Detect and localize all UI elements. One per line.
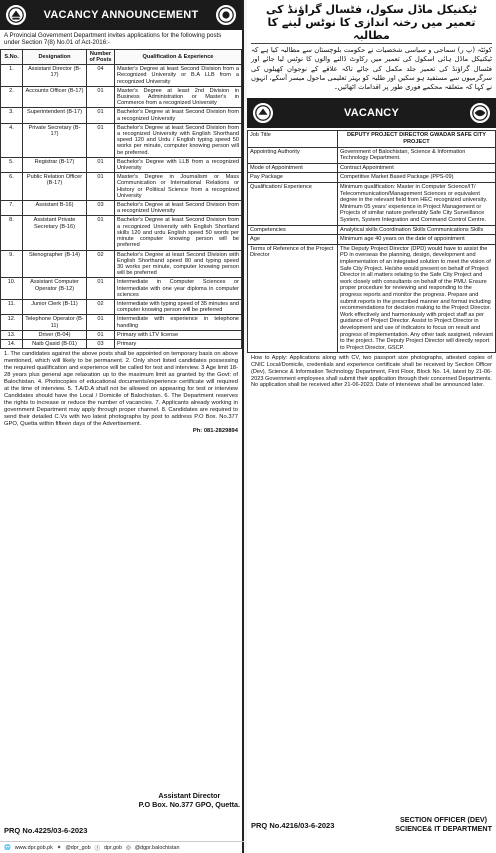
urdu-headline: ٹیکنیکل ماڈل سکول، فٹسال گراؤنڈ کی تعمیر میں رخنہ اندازی کا نوٹس لینے کا مطالبہ: [251, 2, 492, 44]
row-posts: 03: [87, 339, 115, 348]
row-qualification: Bachelor's Degree at least Second Division from a recognized University with English Shortland skills 120 and urdu English speed 50 words per minute computer knowing person will be preferred: [115, 216, 242, 250]
row-designation: Registrar (B-17): [23, 157, 87, 172]
urdu-news-article: [247, 0, 496, 94]
col-qualification: Qualification & Experience: [115, 49, 242, 64]
row-posts: 01: [87, 315, 115, 330]
row-sno: 11.: [1, 299, 23, 314]
row-designation: Assistant Director (B-17): [23, 65, 87, 87]
row-qualification: Bachelor's Degree at least Second Division with English Shorthand speed 80 and typing speed 30 works per minute, computer knowing person will be preferred: [115, 250, 242, 278]
left-footer: [0, 791, 244, 853]
table-row: [1, 250, 242, 278]
balochistan-emblem-icon: [4, 3, 28, 27]
detail-label: Pay Package: [248, 173, 338, 183]
table-row: [1, 299, 242, 314]
detail-value: The Deputy Project Director (DPD) would have to assist the PD in overseas the planning, design, development and implementation of an integrated solution to meet the vision of Safe City Project. He/she would present on behalf of Project Director in all matters relating to the Safe City Project and work closely with consultants on behalf of the PMU. Ensure proper procedure for reviewing and responding to the progress reports and monitor the progress. Prepare and submit reports in the prescribed manner and format including recommendations for decision making to the Project Director. Work effectively and harmoniously with project staff as per guidance of Project Director. Assist to Project Director in development and use of indicators to focus on result and progress of implementation. Any other task assigned, relevant to the project. The Deputy Project Director will directly report to Project Director, GSCP.: [338, 244, 496, 353]
social-instagram: @dgpr.balochistan: [134, 844, 180, 851]
row-qualification: Primary with LTV license: [115, 330, 242, 339]
vacancy-announcement-column: [0, 0, 244, 853]
detail-value: Competitive Market Based Package (PPS-09): [338, 173, 496, 183]
row-qualification: Bachelor's Degree at least Second Division from a recognized University: [115, 108, 242, 123]
table-row: [1, 201, 242, 216]
row-posts: 01: [87, 123, 115, 157]
row-qualification: Intermediate in Computer Sciences or Intermediate with one year diploma in computer sciences: [115, 278, 242, 300]
row-sno: 6.: [1, 173, 23, 201]
facebook-icon: ⓕ: [94, 845, 100, 852]
row-posts: 01: [87, 216, 115, 250]
table-row: [1, 86, 242, 108]
signature-title: Assistant Director: [158, 791, 221, 800]
table-row: [1, 65, 242, 87]
right-signature-title: SECTION OFFICER (DEV): [400, 815, 488, 824]
right-footer: [247, 813, 496, 853]
table-row: [1, 173, 242, 201]
detail-row: [248, 163, 496, 173]
row-designation: Naib Qasid (B-01): [23, 339, 87, 348]
detail-row: [248, 147, 496, 163]
table-row: [1, 123, 242, 157]
detail-value: Contract Appointment: [338, 163, 496, 173]
row-qualification: Bachelor's Degree with LLB from a recognized University: [115, 157, 242, 172]
row-qualification: Master's Degree in Journalism or Mass Communication or International Relations or History or Political Science from a recognized University: [115, 173, 242, 201]
row-sno: 2.: [1, 86, 23, 108]
contact-phone: Ph: 081-2829894: [192, 428, 238, 435]
vacancy-title: VACANCY: [344, 107, 399, 120]
row-qualification: Master's Degree at least 2nd Division in Business Administration or Master's in Commerce from a recognized University: [115, 86, 242, 108]
row-posts: 03: [87, 201, 115, 216]
table-row: [1, 278, 242, 300]
right-prq-number: PRQ No.4216/03-6-2023: [251, 821, 335, 830]
row-designation: Stenographer (B-14): [23, 250, 87, 278]
row-qualification: Bachelor's Degree at least Second Division from a recognized University with English Shorthand speed 120 and Urdu / English typing speed 50 works per minute, computer knowing person will be preferred.: [115, 123, 242, 157]
detail-value: DEPUTY PROJECT DIRECTOR GWADAR SAFE CITY PROJECT: [338, 131, 496, 147]
social-website: www.dpr.gob.pk: [14, 844, 53, 851]
row-designation: Junior Clerk (B-11): [23, 299, 87, 314]
announcement-intro: A Provincial Government Department invites applications for the following posts under Section 7(8) No.01 of Act-2016:-: [4, 32, 222, 47]
detail-value: Analytical skills Coordination Skills Communications Skills: [338, 225, 496, 235]
detail-label: Job Title: [248, 131, 338, 147]
detail-label: Terms of Reference of the Project Director: [248, 244, 338, 353]
row-designation: Assistant Computer Operator (B-12): [23, 278, 87, 300]
row-sno: 3.: [1, 108, 23, 123]
signature-address: P.O Box. No.377 GPO, Quetta.: [138, 800, 240, 809]
row-sno: 9.: [1, 250, 23, 278]
detail-label: Mode of Appointment: [248, 163, 338, 173]
right-column: [247, 0, 496, 853]
row-posts: 01: [87, 86, 115, 108]
detail-row: [248, 244, 496, 353]
notes-text: 1. The candidates against the above posts shall be appointed on temporary basis on above mentioned, which will likely to be permanent. 2. Only short listed candidates possessing the required qualification and experience will be called for test and interview. 3 Age limit 18-28 years plus general age relaxation up to the maximum limit as granted by the Govt: of Balochistan. 4. Photocopies of educational documents/experience certificate will required at the time of interview. 5. T.A/D.A shall not be allowed on appearing for test or interview Candidates should have the Local / Domicile of Balochistan. 6. The Department reserves the rights to increase or reduce the number of vacancies. 7. Applicants already working in government Department may apply through proper channel. 8. Candidates are required to send their detailed C.Vs with two latest photographs by post to address P.O Box. No.377 GPO, Quetta within fifteen days of the Advertisement.: [4, 351, 238, 428]
announcement-notes: [0, 349, 242, 437]
row-designation: Superintendent (B-17): [23, 108, 87, 123]
row-designation: Telephone Operator (B-11): [23, 315, 87, 330]
social-links: [0, 841, 244, 853]
globe-icon: 🌐: [4, 844, 11, 851]
left-prq-number: PRQ No.4225/03-6-2023: [4, 826, 88, 835]
col-sno: S.No.: [1, 49, 23, 64]
row-posts: 01: [87, 108, 115, 123]
detail-label: Age: [248, 235, 338, 245]
table-row: [1, 216, 242, 250]
vacancy-table: [0, 49, 242, 349]
job-details-body: [248, 131, 496, 353]
table-row: [1, 330, 242, 339]
row-sno: 5.: [1, 157, 23, 172]
urdu-body: کوئٹہ (پ ر) سماجی و سیاسی شخصیات نے حکومت بلوچستان سے مطالبہ کیا ہے کہ ٹیکنیکل ماڈل ہائی اسکول کی تعمیر میں رکاوٹ ڈالنے والوں کا نوٹس لیا جائے اور فٹسال گراؤنڈ کی تعمیر جلد مکمل کی جائے تاکہ علاقے کے نوجوان کھیلوں کی سرگرمیوں سے مستفید ہو سکیں اور طلبہ کو بہتر تعلیمی ماحول میسر آسکے، انہوں نے کہا کہ متعلقہ محکمے فوری طور پر اقدامات اٹھائیں۔: [251, 46, 492, 92]
row-sno: 13.: [1, 330, 23, 339]
detail-row: [248, 183, 496, 226]
twitter-icon: ✦: [56, 844, 62, 851]
col-designation: Designation: [23, 49, 87, 64]
row-sno: 4.: [1, 123, 23, 157]
row-designation: Private Secretary (B-17): [23, 123, 87, 157]
detail-row: [248, 173, 496, 183]
row-posts: 01: [87, 278, 115, 300]
row-designation: Assistant Private Secretary (B-16): [23, 216, 87, 250]
announcement-title: VACANCY ANNOUNCEMENT: [43, 9, 199, 21]
vacancy-banner: [247, 98, 496, 128]
row-designation: Public Relation Officer (B-17): [23, 173, 87, 201]
row-posts: 01: [87, 157, 115, 172]
row-designation: Driver (B-04): [23, 330, 87, 339]
social-twitter: @dpr_gob: [65, 844, 91, 851]
row-posts: 04: [87, 65, 115, 87]
table-row: [1, 315, 242, 330]
how-to-apply: How to Apply: Applications along with CV, two passport size photographs, attested copies of CNIC Local/Domicile, credentials and experience certificate shall be received by Section Officer (Dev), Science & Information Technology Department, First Floor, Block No. 14, latest by 21-06-2023 Government employees shall submit their application through their concerned Departments. No application shall be received after 21-06-2023. Date of interviews shall be announced later.: [251, 355, 492, 389]
row-sno: 10.: [1, 278, 23, 300]
row-sno: 1.: [1, 65, 23, 87]
row-sno: 14.: [1, 339, 23, 348]
balochistan-emblem-icon: [251, 101, 275, 125]
row-designation: Assistant B-16): [23, 201, 87, 216]
table-row: [1, 339, 242, 348]
row-qualification: Master's Degree at least Second Division from a Recognized University or B.A LLB from a recognized University: [115, 65, 242, 87]
row-posts: 02: [87, 299, 115, 314]
left-signature: [139, 791, 240, 809]
dpr-emblem-icon: [214, 3, 238, 27]
detail-value: Minimum age 40 years on the date of appointment: [338, 235, 496, 245]
announcement-banner: [0, 0, 242, 30]
detail-label: Appointing Authority: [248, 147, 338, 163]
gwadar-emblem-icon: [468, 101, 492, 125]
detail-row: [248, 235, 496, 245]
row-sno: 8.: [1, 216, 23, 250]
row-sno: 7.: [1, 201, 23, 216]
row-qualification: Intermediate with experience in telephone handling: [115, 315, 242, 330]
detail-label: Competencies: [248, 225, 338, 235]
detail-row: [248, 131, 496, 147]
row-qualification: Intermediate with typing speed of 35 minutes and computer knowing person will be preferred: [115, 299, 242, 314]
row-qualification: Bachelor's Degree at least Second Division from a recognized University: [115, 201, 242, 216]
instagram-icon: ◎: [125, 844, 131, 851]
detail-row: [248, 225, 496, 235]
detail-value: Minimum qualification: Master in Computer Science/IT/ Telecommunication/Management Sciences or equivalent degree in the relevant field from HEC recognized university. Minimum 05 years' experience in Project Management or Projects of similar nature preferably Safe City Surveillance System, System Integration and Command Control Centre.: [338, 183, 496, 226]
row-posts: 01: [87, 173, 115, 201]
col-posts: Number of Posts: [87, 49, 115, 64]
job-details-table: [247, 130, 496, 353]
social-facebook: dpr.gob: [103, 844, 122, 851]
row-sno: 12.: [1, 315, 23, 330]
row-posts: 02: [87, 250, 115, 278]
table-row: [1, 157, 242, 172]
right-signature: [395, 815, 492, 833]
right-signature-dept: SCIENCE& IT DEPARTMENT: [395, 824, 492, 833]
vacancy-table-header: [1, 49, 242, 64]
vacancy-table-body: [1, 65, 242, 349]
row-designation: Accounts Officer (B-17): [23, 86, 87, 108]
detail-label: Qualification/ Experience: [248, 183, 338, 226]
row-qualification: Primary: [115, 339, 242, 348]
row-posts: 01: [87, 330, 115, 339]
table-row: [1, 108, 242, 123]
detail-value: Government of Balochistan, Science & Information Technology Department.: [338, 147, 496, 163]
